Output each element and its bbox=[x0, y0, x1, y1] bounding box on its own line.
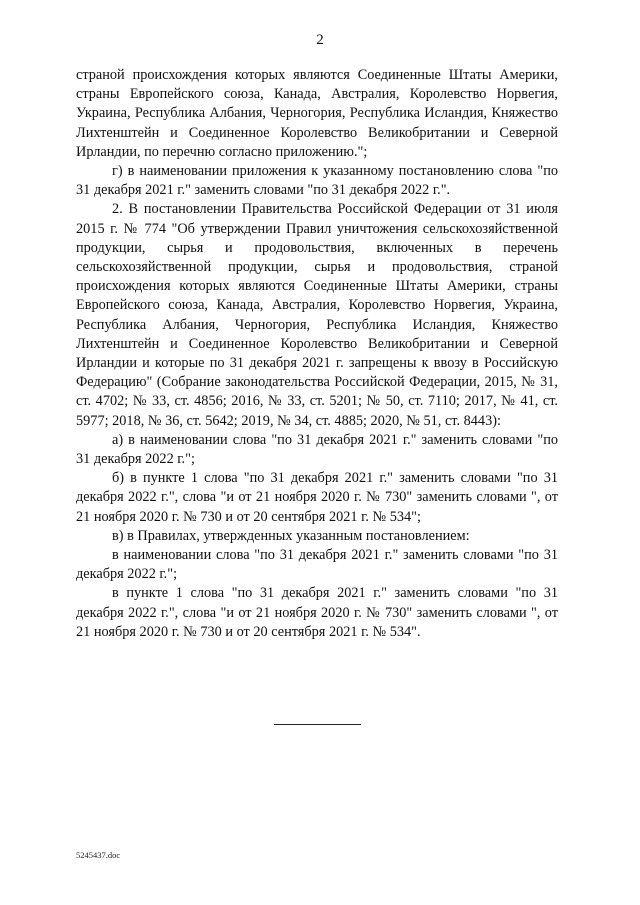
document-code: 5245437.doc bbox=[76, 850, 121, 860]
end-separator-line bbox=[274, 724, 361, 725]
document-body bbox=[76, 66, 558, 642]
paragraph-rules-title: в наименовании слова "по 31 декабря 2021 г." заменить словами "по 31 декабря 2022 г."; bbox=[76, 547, 558, 583]
paragraph-item-b: б) в пункте 1 слова "по 31 декабря 2021 г." заменить словами "по 31 декабря 2022 г.", слова "и от 21 ноября 2020 г. № 730" заменить словами ", от 21 ноября 2020 г. № 730 и от 20 сентября 2021 г. № 534"; bbox=[76, 470, 558, 525]
paragraph-rules-point-1: в пункте 1 слова "по 31 декабря 2021 г." заменить словами "по 31 декабря 2022 г.", слова "и от 21 ноября 2020 г. № 730" заменить словами ", от 21 ноября 2020 г. № 730 и от 20 сентября 2021 г. № 534". bbox=[76, 585, 558, 640]
page-number: 2 bbox=[316, 32, 324, 48]
paragraph-item-a: а) в наименовании слова "по 31 декабря 2021 г." заменить словами "по 31 декабря 2022 г."; bbox=[76, 431, 558, 468]
paragraph-continuation: страной происхождения которых являются Соединенные Штаты Америки, страны Европейского союза, Канада, Австралия, Королевство Норвегия, Украина, Республика Албания, Черногория, Республика Исландия, Княжество Лихтенштейн и Соединенное Королевство Великобритании и Северной Ирландии, по перечню согласно приложению."; bbox=[76, 67, 558, 160]
paragraph-item-g: г) в наименовании приложения к указанному постановлению слова "по 31 декабря 2021 г." заменить словами "по 31 декабря 2022 г.". bbox=[76, 163, 558, 199]
paragraph-item-2: 2. В постановлении Правительства Российской Федерации от 31 июля 2015 г. № 774 "Об утверждении Правил уничтожения сельскохозяйственной продукции, сырья и продовольствия, включенных в перечень сельскохозяйственной продукции, сырья и продовольствия, страной происхождения которых являются Соединенные Штаты Америки, страны Европейского союза, Канада, Австралия, Королевство Норвегия, Украина, Республика Албания, Черногория, Республика Исландия, Княжество Лихтенштейн и Соединенное Королевство Великобритании и Северной Ирландии и которые по 31 декабря 2021 г. запрещены к ввозу в Российскую Федерацию" (Собрание законодательства Российской Федерации, 2015, № 31, ст. 4702; № 33, ст. 4856; 2016, № 33, ст. 5201; № 50, ст. 7110; 2017, № 41, ст. 5977; 2018, № 36, ст. 5642; 2019, № 34, ст. 4885; 2020, № 51, ст. 8443): bbox=[76, 201, 558, 429]
paragraph-item-v: в) в Правилах, утвержденных указанным постановлением: bbox=[112, 527, 470, 544]
